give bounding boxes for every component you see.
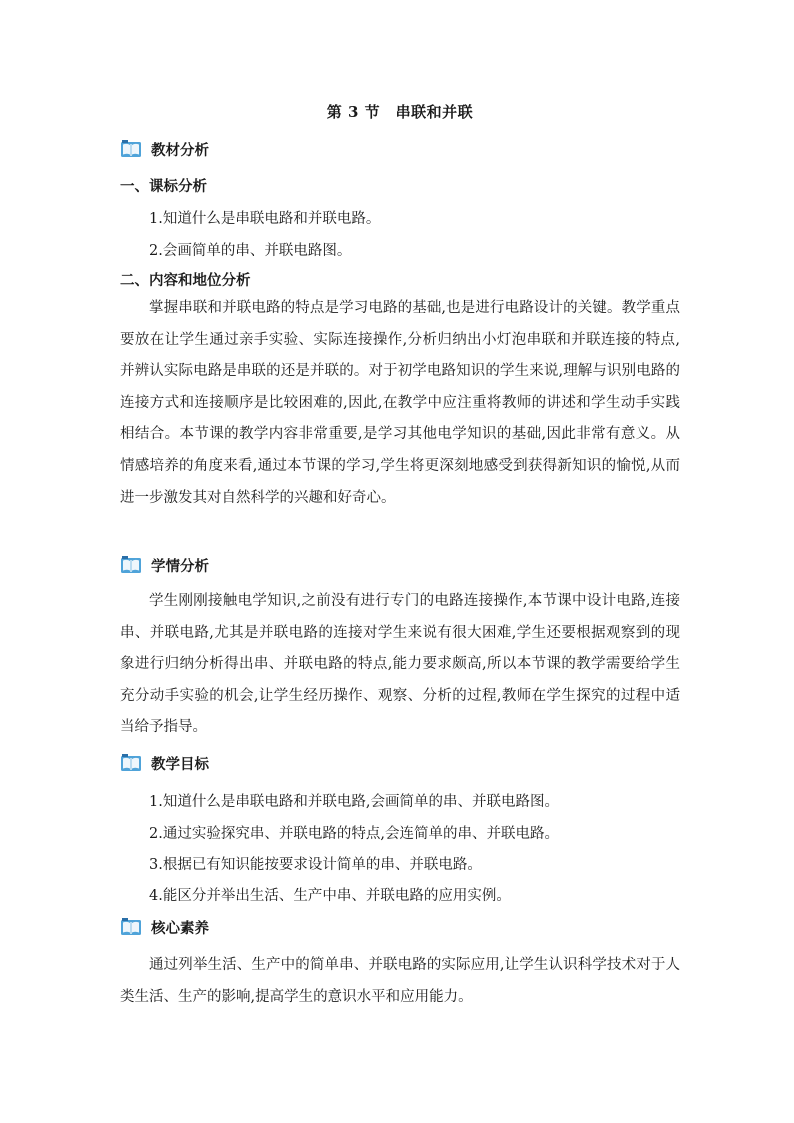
list-item: 2.通过实验探究串、并联电路的特点,会连简单的串、并联电路。 <box>149 826 559 842</box>
section-heading-mubiao <box>120 751 209 775</box>
paragraph-suyang: 通过列举生活、生产中的简单串、并联电路的实际应用,让学生认识科学技术对于人类生活、生产的影响,提高学生的意识水平和应用能力。 <box>120 957 680 1005</box>
section-label: 学情分析 <box>151 557 209 575</box>
book-icon <box>120 753 142 773</box>
book-icon <box>120 555 142 575</box>
list-item: 1.知道什么是串联电路和并联电路。 <box>149 211 381 227</box>
list-item: 3.根据已有知识能按要求设计简单的串、并联电路。 <box>149 857 482 873</box>
list-item: 2.会画简单的串、并联电路图。 <box>149 243 352 259</box>
section-label: 教材分析 <box>151 141 209 159</box>
paragraph-neirong: 掌握串联和并联电路的特点是学习电路的基础,也是进行电路设计的关键。教学重点要放在让学生通过亲手实验、实际连接操作,分析归纳出小灯泡串联和并联连接的特点,并辨认实际电路是串联的还是并联的。对于初学电路知识的学生来说,理解与识别电路的连接方式和连接顺序是比较困难的,因此,在教学中应注重将教师的讲述和学生动手实践相结合。本节课的教学内容非常重要,是学习其他电学知识的基础,因此非常有意义。从情感培养的角度来看,通过本节课的学习,学生将更深刻地感受到获得新知识的愉悦,从而进一步激发其对自然科学的兴趣和好奇心。 <box>120 300 680 506</box>
subheading-neirong: 二、内容和地位分析 <box>120 272 251 289</box>
section-heading-xueqing <box>120 553 209 577</box>
list-item: 4.能区分并举出生活、生产中串、并联电路的应用实例。 <box>149 888 511 904</box>
subheading-kebiao: 一、课标分析 <box>120 178 207 195</box>
section-label: 教学目标 <box>151 755 209 773</box>
page-title: 第 3 节 串联和并联 <box>326 103 474 121</box>
section-label: 核心素养 <box>151 919 209 937</box>
paragraph-xueqing: 学生刚刚接触电学知识,之前没有进行专门的电路连接操作,本节课中设计电路,连接串、并联电路,尤其是并联电路的连接对学生来说有很大困难,学生还要根据观察到的现象进行归纳分析得出串、并联电路的特点,能力要求颇高,所以本节课的教学需要给学生充分动手实验的机会,让学生经历操作、观察、分析的过程,教师在学生探究的过程中适当给予指导。 <box>120 593 680 736</box>
list-item: 1.知道什么是串联电路和并联电路,会画简单的串、并联电路图。 <box>149 794 559 810</box>
section-heading-jiaocai <box>120 137 209 161</box>
section-heading-suyang <box>120 915 209 939</box>
book-icon <box>120 139 142 159</box>
book-icon <box>120 917 142 937</box>
